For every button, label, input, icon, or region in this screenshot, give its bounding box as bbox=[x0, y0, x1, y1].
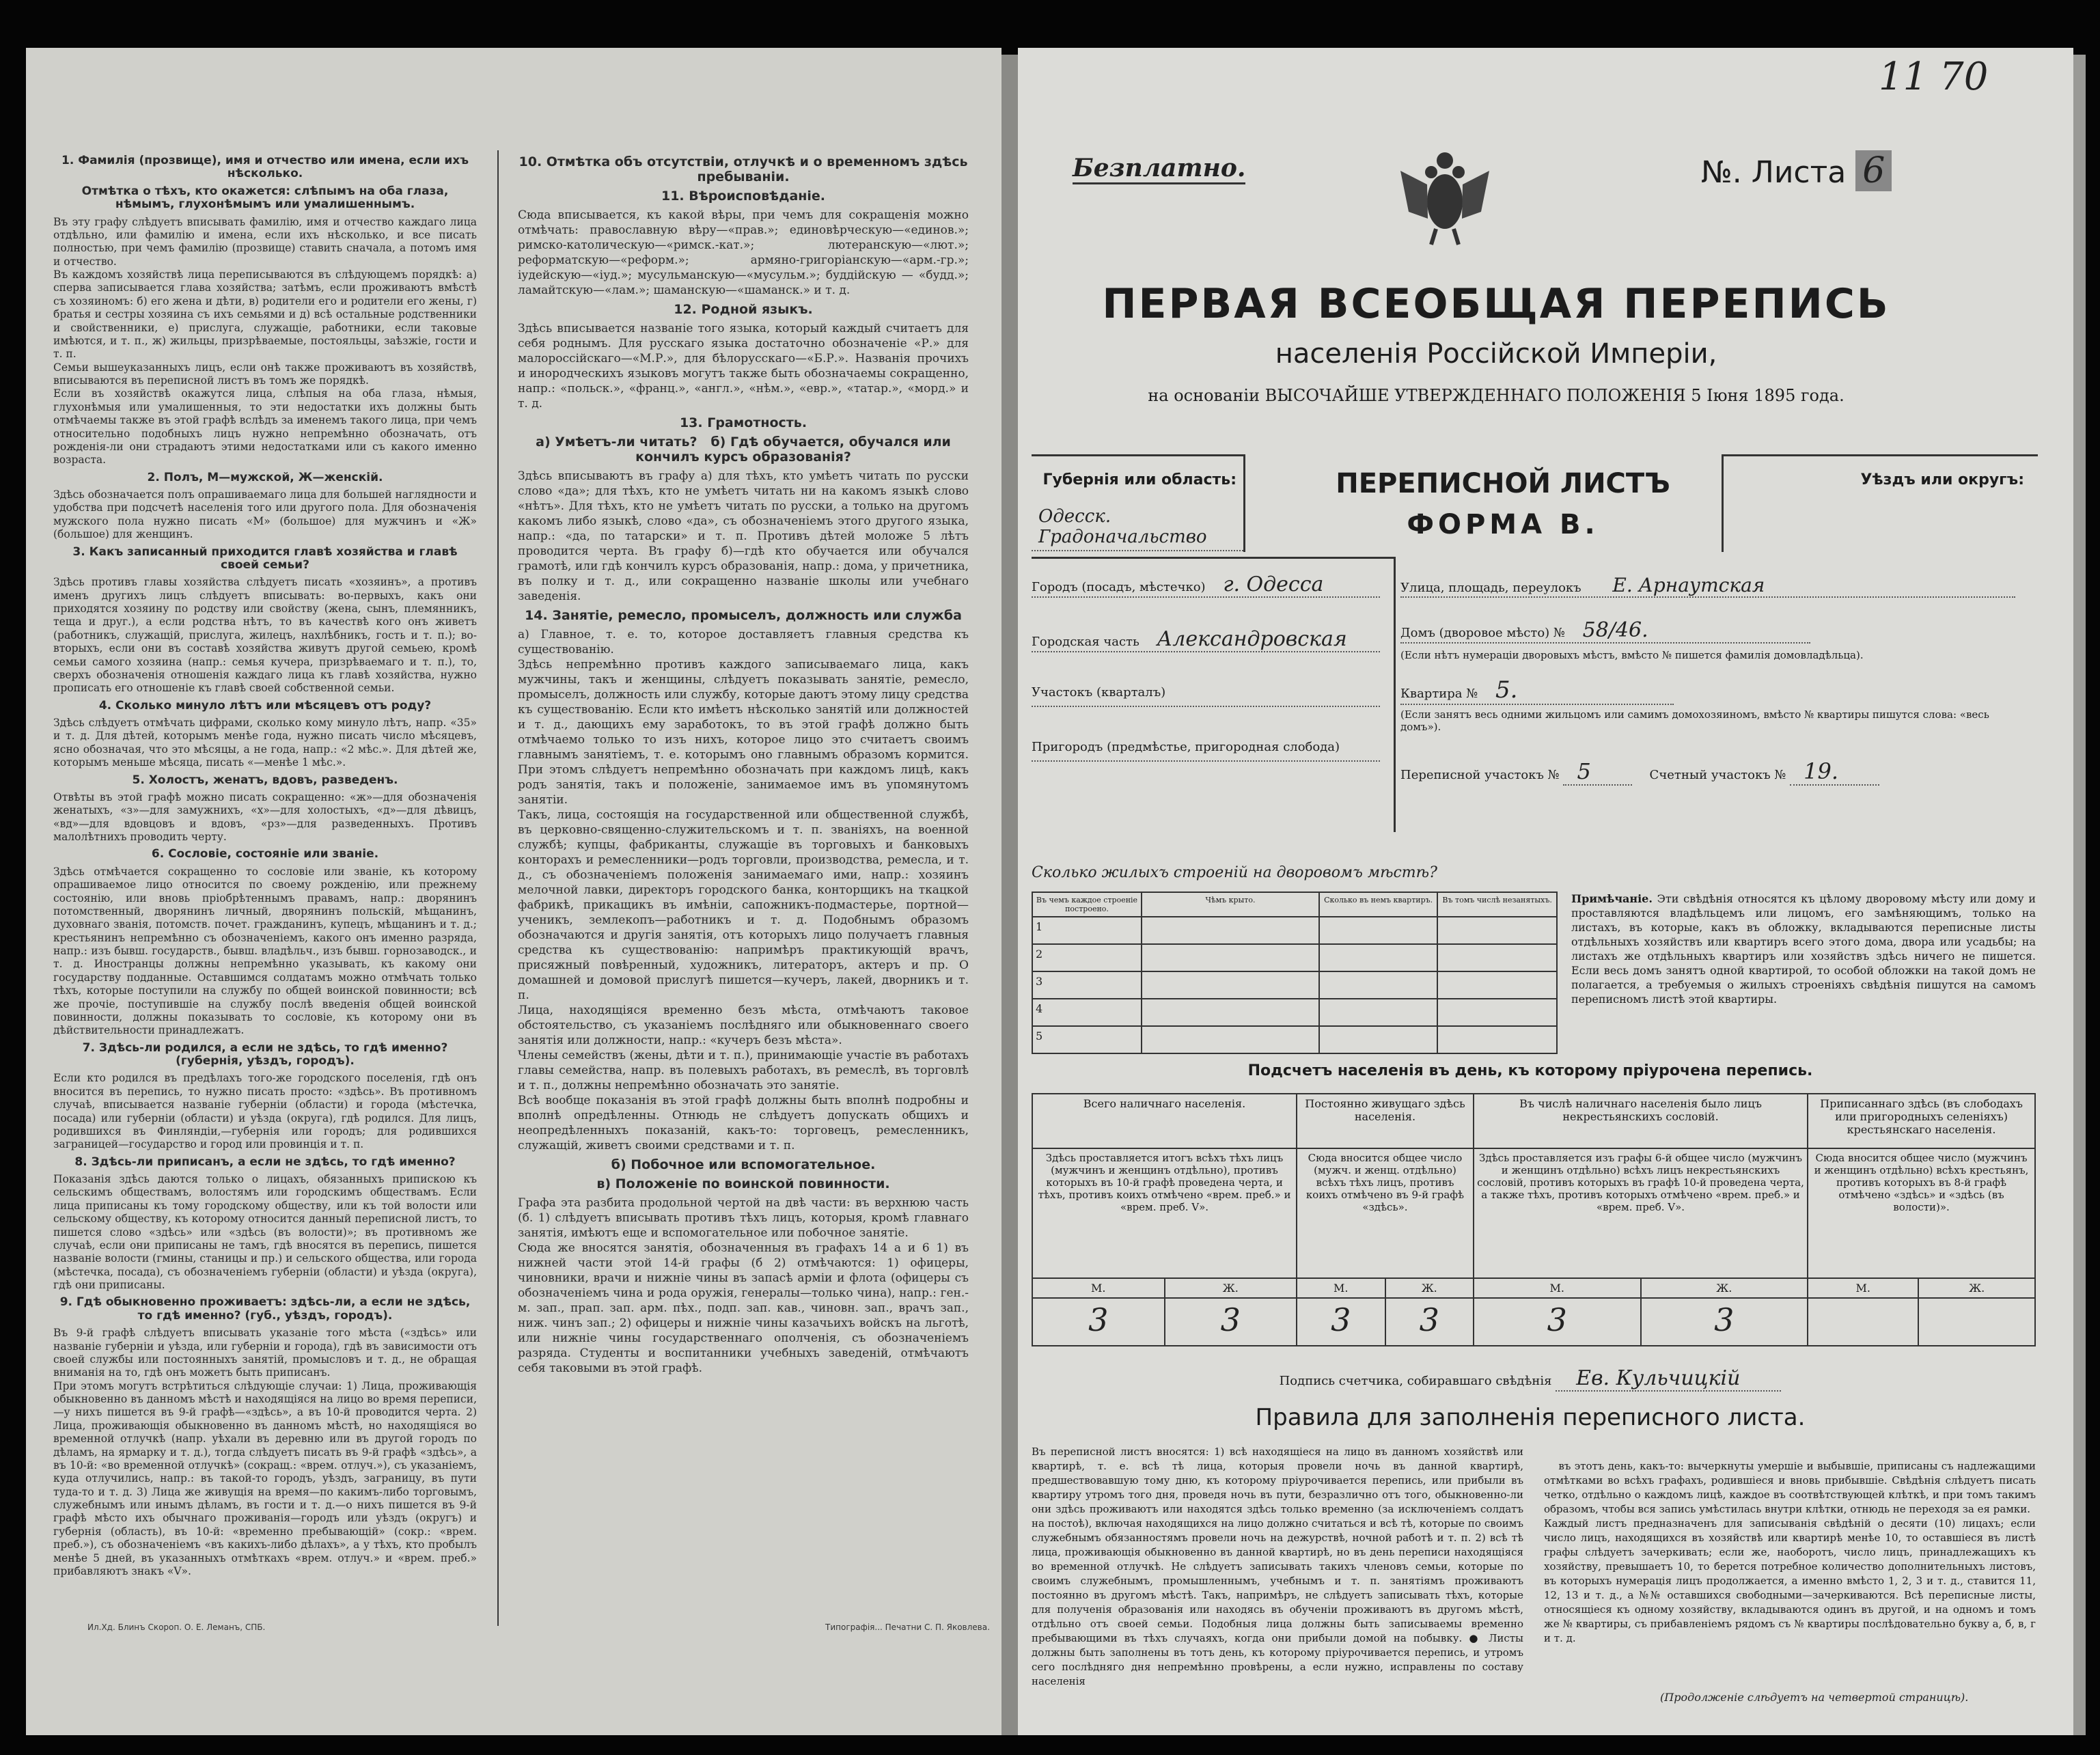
count-value: 3 bbox=[1032, 1298, 1165, 1346]
count-district-label: Счетный участокъ № bbox=[1649, 768, 1786, 782]
dwellings-row-number: 2 bbox=[1032, 944, 1142, 971]
instruction-paragraph: Если кто родился въ предѣлахъ того-же городского поселенія, гдѣ онъ вносится въ перепись, то нужно писать просто: «здѣсь». Въ противномъ случаѣ, вписывается названіе губерніи (области) и города (мѣстечка, посада) или губерніи (области) и уѣзда (округа), гдѣ родился. Для лицъ, родившихся въ Финляндіи,—губернія или городъ; для родившихся заграницей—государство и город или провинція и т. п. bbox=[53, 1072, 480, 1151]
sex-label: М. bbox=[1297, 1278, 1385, 1298]
instruction-heading: 9. Гдѣ обыкновенно проживаетъ: здѣсь-ли, а если не здѣсь, то гдѣ именно? (губ., уѣздъ, городъ). bbox=[59, 1295, 475, 1323]
count-desc-row bbox=[1032, 1148, 2035, 1278]
sheet-number-label: №. Листа bbox=[1701, 155, 1847, 190]
sex-label: М. bbox=[1474, 1278, 1641, 1298]
rules-title: Правила для заполненія переписного листа. bbox=[1255, 1404, 1806, 1431]
instruction-heading: 11. Вѣроисповѣданіе. bbox=[661, 189, 826, 204]
house-note: (Если нѣтъ нумераціи дворовыхъ мѣстъ, вмѣсто № пишется фамилія домовладѣльца). bbox=[1400, 649, 1864, 661]
apartment-label: Квартира № bbox=[1400, 687, 1478, 701]
dwellings-row-number: 5 bbox=[1032, 1026, 1142, 1053]
rules-right-body: въ этотъ день, какъ-то: вычеркнуты умершіе и выбывшіе, приписаны съ надлежащими отмѣтками во всѣхъ графахъ, родившіеся и вновь прибывшіе. Свѣдѣнія слѣдуетъ писать четко, отдѣльно о каждомъ лицѣ, каждое въ соотвѣтствующей клѣткѣ, и при томъ такимъ образомъ, чтобы вся запись умѣстилась внутри клѣтки, отнюдь не переходя за ея рамки. Каждый листъ предназначенъ для записыванія свѣдѣній о десяти (10) лицахъ; если число лицъ, находящихся въ хозяйствѣ или квартирѣ менѣе 10, то оставшіеся въ листѣ графы слѣдуетъ зачеркивать; если же, наоборотъ, число лицъ, принадлежащихъ къ хозяйству, превышаетъ 10, то берется потребное количество дополнительныхъ листовъ, въ которыхъ нумерація лицъ продолжается, а именно вмѣсто 1, 2, 3 и т. д., ставится 11, 12, 13 и т. д., а №№ оставшихся свободными—зачеркиваются. Всѣ переписные листы, относящіеся къ одному хозяйству, вкладываются одинъ въ другой, и на одномъ и томъ же № квартиры, съ прибавленіемъ рядомъ съ № квартиры послѣдовательно букву а, б, в, г и т. д. bbox=[1544, 1460, 2036, 1644]
street-value: Е. Арнаутская bbox=[1612, 574, 1765, 596]
form-subtitle: ФОРМА В. bbox=[1407, 509, 1599, 540]
street-field bbox=[1400, 574, 2015, 598]
dwellings-header-row bbox=[1032, 892, 1557, 917]
population-count-title: Подсчетъ населенія въ день, къ которому пріурочена перепись. bbox=[1247, 1062, 1813, 1079]
count-value: 3 bbox=[1165, 1298, 1297, 1346]
sex-label: Ж. bbox=[1165, 1278, 1297, 1298]
count-value: 3 bbox=[1474, 1298, 1641, 1346]
city-part-field bbox=[1032, 627, 1380, 652]
instruction-heading: 3. Какъ записанный приходится главѣ хозяйства и главѣ своей семьи? bbox=[72, 544, 462, 572]
census-subtitle: населенія Россійской Имперіи, bbox=[1275, 338, 1717, 370]
address-right bbox=[1400, 557, 2036, 844]
count-col-header: Въ числѣ наличнаго населенія было лицъ некрестьянскихъ сословій. bbox=[1474, 1094, 1808, 1148]
instruction-paragraph: Въ 9-й графѣ слѣдуетъ вписывать указаніе того мѣста («здѣсь» или названіе губерніи и уѣзда, или губерніи и города), гдѣ въ зависимости отъ своей службы или постоянныхъ занятій, промысловъ и т. д., не обращая вниманія на то, гдѣ онъ можетъ быть приписанъ. При этомъ могутъ встрѣтиться слѣдующіе случаи: 1) Лица, проживающія обыкновенно въ данномъ мѣстѣ и находящіяся на лицо во время переписи,—у нихъ пишется въ 9-й графѣ—«здѣсь», а въ 10-й проводится черта. 2) Лица, проживающія обыкновенно въ данномъ мѣстѣ, но находящіяся во временной отлучкѣ (напр. уѣхали въ деревню или въ другой городъ по дѣламъ, на ярмарку и т. д.), тогда слѣдуетъ писать въ 9-й графѣ «здѣсь», а въ 10-й: «во временной отлучкѣ» (сокращ.: «врем. отлуч.»), съ указаніемъ, куда отлучились, напр.: въ такой-то городъ, уѣздъ, заграницу, въ пути туда-то и т. д. 3) Лица же живущія на время—по какимъ-либо торговымъ, служебнымъ или инымъ дѣламъ, въ гости и т. д.—о нихъ пишется въ 9-й графѣ мѣсто ихъ обычнаго проживанія—городъ или уѣздъ (округъ) и губернія (область), въ 10-й: «временно пребывающій» (сокр.: «врем. преб.»), съ обозначеніемъ «въ какихъ-либо дѣлахъ», а у тѣхъ, кто пробылъ менѣе 5 дней, въ указанныхъ отмѣткахъ «врем. отлуч.» и «врем. преб.» прибавляютъ знакъ «V». bbox=[53, 1327, 477, 1577]
apartment-field bbox=[1400, 676, 1674, 705]
city-part-value: Александровская bbox=[1157, 627, 1347, 651]
count-sex-row bbox=[1032, 1278, 2035, 1298]
column-divider bbox=[497, 150, 499, 1626]
dwellings-col-header: Сколько въ немъ квартиръ. bbox=[1319, 892, 1437, 917]
section-field bbox=[1032, 685, 1380, 707]
dwellings-row bbox=[1032, 999, 1557, 1026]
instruction-heading: 14. Занятіе, ремесло, промыселъ, должность или служба bbox=[525, 608, 962, 623]
gubernia-value: Одесск. Градоначальство bbox=[1032, 488, 1243, 551]
instruction-heading: 10. Отмѣтка объ отсутствіи, отлучкѣ и о временномъ здѣсь пребываніи. bbox=[519, 154, 973, 184]
count-values-row bbox=[1032, 1298, 2035, 1346]
suburb-field bbox=[1032, 740, 1380, 762]
rules-text-right bbox=[1544, 1445, 2036, 1660]
dwellings-row-number: 4 bbox=[1032, 999, 1142, 1026]
count-value: 3 bbox=[1297, 1298, 1385, 1346]
instruction-heading: Отмѣтка о тѣхъ, кто окажется: слѣпымъ на оба глаза, нѣмымъ, глухонѣмымъ или умалишеннымъ. bbox=[81, 184, 453, 212]
rules-continued: (Продолженіе слѣдуетъ на четвертой страницѣ). bbox=[1660, 1691, 1969, 1704]
instruction-paragraph: Здѣсь слѣдуетъ отмѣчать цифрами, сколько кому минуло лѣтъ, напр. «35» и т. д. Для дѣтей, которымъ менѣе года, нужно писать число мѣсяцевъ, ясно обозначая, что это мѣсяцы, а не года, напр.: «2 мѣс.». Для дѣтей же, которымъ меньше мѣсяца, писать «—менѣе 1 мѣс.». bbox=[53, 717, 480, 769]
form-title: ПЕРЕПИСНОЙ ЛИСТЪ bbox=[1336, 468, 1670, 499]
count-district-value: 19. bbox=[1790, 758, 1879, 786]
dwellings-note bbox=[1571, 892, 2036, 1006]
archive-mark: 11 70 bbox=[1879, 55, 1989, 99]
sex-label: Ж. bbox=[1918, 1278, 2035, 1298]
instruction-heading: в) Положеніе по воинской повинности. bbox=[596, 1176, 890, 1191]
dwellings-col-header: Въ чемъ каждое строеніе построено. bbox=[1032, 892, 1142, 917]
house-field bbox=[1400, 618, 1810, 644]
right-page bbox=[1018, 48, 2073, 1735]
instruction-heading: а) Умѣетъ-ли читать? б) Гдѣ обучается, обучался или кончилъ курсъ образованія? bbox=[536, 434, 956, 465]
instruction-paragraph: Здѣсь отмѣчается сокращенно то сословіе или званіе, къ которому опрашиваемое лицо относится по своему рожденію, или прежнему состоянію, или вновь пріобрѣтеннымъ правамъ, напр.: дворянинъ потомственный, дворянинъ личный, дворянинъ польскій, мѣщанинъ, духовнаго званія, потомств. почет. гражданинъ, купецъ, мѣщанинъ и т. д.; крестьянинъ непремѣнно съ обозначеніемъ, какого онъ именно разряда, напр.: изъ бывш. государств., бывш. владѣльч., изъ бывш. горнозаводск., и т. д. Иностранцы должны непремѣнно указывать, къ какому они государству подданные. Оставшимся солдатамъ можно отмѣчать только тѣхъ, которые поступили на службу по общей воинской повинности; всѣ же прочіе, поступившіе на службу послѣ введенія общей воинской повинности, должны показывать то сословіе, къ которому они въ дѣйствительности принадлежатъ. bbox=[53, 865, 480, 1037]
sheet-number bbox=[1701, 150, 1892, 191]
double-eagle-emblem bbox=[1400, 143, 1489, 246]
city-value: г. Одесса bbox=[1223, 572, 1324, 596]
apartment-note: (Если занятъ весь одними жильцомъ или самимъ домохозяиномъ, вмѣсто № квартиры пишутся слова: «весь домъ»). bbox=[1400, 708, 1989, 733]
house-label: Домъ (дворовое мѣсто) № bbox=[1400, 626, 1565, 640]
signature-row bbox=[1018, 1366, 2043, 1390]
instruction-heading: 8. Здѣсь-ли приписанъ, а если не здѣсь, то гдѣ именно? bbox=[74, 1155, 456, 1169]
left-page bbox=[26, 48, 1001, 1735]
sex-label: Ж. bbox=[1641, 1278, 1808, 1298]
count-col-header: Приписаннаго здѣсь (въ слободахъ или пригородныхъ селеніяхъ) крестьянскаго населенія. bbox=[1808, 1094, 2035, 1148]
instruction-heading: 13. Грамотность. bbox=[679, 415, 807, 430]
dwellings-row bbox=[1032, 971, 1557, 999]
instruction-paragraph: Отвѣты въ этой графѣ можно писать сокращенно: «ж»—для обозначенія женатыхъ, «з»—для замужнихъ, «х»—для холостыхъ, «д»—для дѣвицъ, «вд»—для вдовцовъ и вдовъ, «рз»—для разведенныхъ. Противъ малолѣтнихъ проводить черту. bbox=[53, 790, 480, 843]
instruction-paragraph: Показанія здѣсь даются только о лицахъ, обязанныхъ припискою къ сельскимъ обществамъ, волостямъ или городскимъ обществамъ. Если лица приписаны къ тому городскому обществу, или къ той волости или сельскому обществу, къ которому относится данный переписной листъ, то пишется слово «здѣсь» или «здѣсь (въ волости)»; въ противномъ же случаѣ, если они приписаны не тамъ, гдѣ вносятся въ перепись, пишется названіе волости (гмины, станицы и пр.) и сельского общества, или города (мѣстечка, посада), съ обозначеніемъ губерніи (области) и уѣзда (округа), гдѣ они приписаны. bbox=[53, 1173, 480, 1291]
rules-text-left: Въ переписной листъ вносятся: 1) всѣ находящіеся на лицо въ данномъ хозяйствѣ или квартирѣ, т. е. всѣ тѣ лица, которыя провели ночь въ данной квартирѣ, предшествовавшую тому дню, къ которому пріурочивается перепись, или прибыли въ квартиру утромъ того дня, проведя ночь въ пути, безразлично отъ того, обыкновенно-ли они здѣсь проживаютъ или находятся здѣсь только временно (за исключеніемъ солдатъ на постоѣ), включая находящихся на лицо должно считаться и всѣ тѣ, которые по своимъ служебнымъ обязанностямъ провели ночь на дежурствѣ, ночной работѣ и т. п. 2) всѣ тѣ лица, проживающія обыкновенно въ данной квартирѣ, но въ день переписи находящіяся во временной отлучкѣ. Не слѣдуетъ записывать такихъ членовъ семьи, которые по своимъ служебнымъ, промышленнымъ, учебнымъ и т. п. занятіямъ проживаютъ постоянно въ другомъ мѣстѣ. Такъ, напримѣръ, не слѣдуетъ записывать тѣхъ, которые для полученія образованія или находясь въ обученіи проживаютъ въ другомъ мѣстѣ, отдѣльно отъ своей семьи. Подобныя лица должны быть записываемы временно пребывающими въ тѣхъ случаяхъ, когда они прибыли домой на побывку. ● Листы должны быть заполнены въ тотъ день, къ которому пріурочивается перепись, и утромъ сего послѣдняго дня непремѣнно провѣрены, а если нужно, исправлены по составу населенія bbox=[1032, 1446, 1523, 1687]
street-label: Улица, площадь, переулокъ bbox=[1400, 581, 1581, 595]
gubernia-box bbox=[1032, 454, 1245, 552]
city-field bbox=[1032, 572, 1380, 598]
gubernia-label: Губернія или область: bbox=[1042, 471, 1236, 488]
dwellings-row bbox=[1032, 944, 1557, 971]
instruction-heading: 6. Сословіе, состояніе или званіе. bbox=[151, 847, 379, 861]
dwellings-col-header: Въ томъ числѣ незанятыхъ. bbox=[1437, 892, 1557, 917]
population-count-table bbox=[1032, 1093, 2036, 1346]
instruction-paragraph: Здѣсь вписываютъ въ графу а) для тѣхъ, кто умѣетъ читать по русски слово «да»; для тѣхъ, кто не умѣетъ читать ни на какомъ языкѣ слово «нѣтъ». Для тѣхъ, кто не умѣетъ читать по русски, а только на другомъ какомъ либо языкѣ, слово «да», съ обозначеніемъ этого другого языка, напр.: «да, по татарски» и т. п. Противъ дѣтей моложе 5 лѣтъ проводится черта. Въ графу б)—гдѣ кто обучается или обучался грамотѣ, или гдѣ кончилъ курсъ образованія, напр.: дома, у причетника, въ полку и т. д., или сокращенно названіе школы или учебнаго заведенія. bbox=[518, 469, 973, 603]
dwellings-row-number: 3 bbox=[1032, 971, 1142, 999]
suburb-label: Пригородъ (предмѣстье, пригородная слобода) bbox=[1032, 740, 1340, 754]
instructions-column-1 bbox=[53, 150, 480, 1581]
census-title: ПЕРВАЯ ВСЕОБЩАЯ ПЕРЕПИСЬ bbox=[1102, 280, 1890, 328]
instruction-heading: 2. Полъ, М—мужской, Ж—женскій. bbox=[147, 470, 383, 484]
instruction-paragraph: Въ эту графу слѣдуетъ вписывать фамилію, имя и отчество каждаго лица отдѣльно, или фамилію и имена, если ихъ нѣсколько, и все писать полностью, при чемъ фамилію (прозвище) ставить сначала, а потомъ имя и отчество. Въ каждомъ хозяйствѣ лица переписываются въ слѣдующемъ порядкѣ: а) сперва записывается глава хозяйства; затѣмъ, если проживаютъ вмѣстѣ съ хозяиномъ: б) его жена и дѣти, в) родители его и родители его жены, г) братья и сестры хозяина съ ихъ семьями и д) всѣ остальные родственники и свойственники, е) прислуга, служащіе, работники, если таковые имѣются, и т. п., ж) жильцы, призрѣваемые, постояльцы, заѣзжіе, гости и т. п. Семьи вышеуказанныхъ лицъ, если онѣ также проживаютъ въ хозяйствѣ, вписываются въ переписной листъ въ томъ же порядкѣ. Если въ хозяйствѣ окажутся лица, слѣпыя на оба глаза, нѣмыя, глухонѣмыя или умалишенныя, то эти недостатки ихъ должны быть отмѣчаемы также въ этой графѣ вслѣдъ за именемъ такого лица, при чемъ относительно подобныхъ лицъ нужно непремѣнно обозначать, отъ рожденія-ли они страдаютъ этими недостатками или съ какого именно возраста. bbox=[53, 215, 477, 467]
instruction-paragraph: Графа эта разбита продольной чертой на двѣ части: въ верхнюю часть (б. 1) слѣдуетъ вписывать противъ тѣхъ лицъ, которыя, кромѣ главнаго занятія, имѣютъ еще и вспомогательное или побочное занятіе. Сюда же вносятся занятія, обозначенныя въ графахъ 14 а и 6 1) въ нижней части этой 14-й графы (б 2) отмѣчаются: 1) офицеры, чиновники, врачи и нижніе чины въ запасѣ арміи и флота (офицеры съ обозначеніемъ чина и рода оружія, генералы—только чина), напр.: ген.-м. зап., прап. зап. арм. пѣх., подп. зап. кав., чиновн. зап., врачъ зап., ниж. чинъ зап.; 2) офицеры и нижніе чины казачьихъ войскъ на льготѣ, или нижніе чины государственнаго ополченія, съ обозначеніемъ разряда. Студенты и воспитанники учебныхъ заведеній, отмѣчаютъ себя таковыми въ этой графѣ. bbox=[518, 1196, 969, 1375]
count-value bbox=[1918, 1298, 2035, 1346]
instruction-heading: 1. Фамилія (прозвище), имя и отчество или имена, если ихъ нѣсколько. bbox=[61, 154, 473, 181]
sheet-number-value: 6 bbox=[1855, 150, 1892, 191]
instruction-paragraph: Здѣсь обозначается полъ опрашиваемаго лица для большей наглядности и удобства при подсчетѣ населенія того или другого пола. Для обозначенія мужского пола нужно писать «М» (большое) для мужчинъ и «Ж» (большое) для женщинъ. bbox=[53, 488, 480, 541]
signature-label: Подпись счетчика, собиравшаго свѣдѣнія bbox=[1279, 1374, 1552, 1388]
free-stamp: Безплатно. bbox=[1073, 154, 1245, 184]
house-value: 58/46. bbox=[1582, 618, 1648, 642]
census-district-label: Переписной участокъ № bbox=[1400, 768, 1560, 782]
page-edge bbox=[2073, 55, 2086, 1735]
count-value bbox=[1808, 1298, 1918, 1346]
instruction-paragraph: а) Главное, т. е. то, которое доставляетъ главныя средства къ существованію. Здѣсь непремѣнно противъ каждого записываемаго лица, какъ мужчины, такъ и женщины, слѣдуетъ показывать занятіе, ремесло, промыселъ, должность или службу, которые даютъ этому лицу средства къ существованію. Если кто имѣетъ нѣсколько занятій или должностей и т. д., дающихъ ему заработокъ, то въ этой графѣ должно быть отмѣчаемо только то изъ нихъ, которое лицо это считаетъ своимъ главнымъ занятіемъ, т. е. которымъ оно главнымъ образомъ кормится. При этомъ слѣдуетъ непремѣнно обозначать при каждомъ лицѣ, какъ родъ занятія, такъ и положеніе, занимаемое имъ въ упомянутомъ занятіи. Такъ, лица, состоящія на государственной или общественной службѣ, въ церковно-священно-служительскомъ и т. п. званіяхъ, на военной службѣ; купцы, фабриканты, служащіе въ торговыхъ и банковыхъ конторахъ и ремесленники—родъ торговли, производства, ремесла, и т. д., съ обозначеніемъ положенія занимаемаго ими, напр.: хозяинъ мелочной лавки, директоръ городского банка, конторщикъ на ткацкой фабрикѣ, прикащикъ въ имѣніи, сапожникъ-подмастерье, портной—ученикъ, землекопъ—работникъ и т. д. Подобнымъ образомъ обозначаются и другія занятія, отъ которыхъ лицо получаетъ главныя средства къ существованію: напримѣръ практикующій врачъ, присяжный повѣренный, художникъ, литераторъ, актеръ и пр. О домашней и домовой прислугѣ пишется—кучеръ, лакей, дворникъ и т. п. Лица, находящіяся временно безъ мѣста, отмѣчаютъ таковое обстоятельство, съ указаніемъ послѣдняго или обыкновеннаго своего занятія или должности, напр.: «кучеръ безъ мѣста». Члены семействъ (жены, дѣти и т. п.), принимающіе участіе въ работахъ главы семейства, напр. въ полевыхъ работахъ, въ ремеслѣ, въ торговлѣ и т. п., должны непремѣнно обозначать это занятіе. Всѣ вообще показанія въ этой графѣ должны быть вполнѣ подробны и вполнѣ опредѣленны. Отнюдь не слѣдуетъ допускать общихъ и неопредѣленныхъ показаній, какъ-то: торговецъ, ремесленникъ, служащій, живетъ своими средствами и т. п. bbox=[518, 628, 969, 1152]
dwellings-row-number: 1 bbox=[1032, 917, 1142, 944]
instruction-paragraph: Здѣсь противъ главы хозяйства слѣдуетъ писать «хозяинъ», а противъ именъ другихъ лицъ слѣдуетъ вписывать: во-первыхъ, какъ они приходятся хозяину по родству или свойству (жена, сынъ, племянникъ, теща и друг.), а если родства нѣтъ, то въ качествѣ кого онъ живетъ (работникъ, служащій, прислуга, жилецъ, нахлѣбникъ, гость и т. п.); во-вторыхъ, если они въ составѣ хозяйства живутъ другой семьею, кромѣ семьи самого хозяина (напр.: семья кучера, призрѣваемаго и т. п.), то, сверхъ обозначенія отношенія каждаго лица къ главѣ хозяйства, нужно прописать его отношеніе къ главѣ своей собственной семьи. bbox=[53, 576, 480, 695]
count-value: 3 bbox=[1385, 1298, 1474, 1346]
count-col-header: Всего наличнаго населенія. bbox=[1032, 1094, 1297, 1148]
count-desc: Сюда вносится общее число (мужч. и женщ. отдѣльно) всѣхъ тѣхъ лицъ, противъ коихъ отмѣчено въ 9-й графѣ «здѣсь». bbox=[1297, 1148, 1474, 1278]
sex-label: М. bbox=[1032, 1278, 1165, 1298]
instruction-heading: б) Побочное или вспомогательное. bbox=[611, 1157, 876, 1172]
instruction-paragraph: Здѣсь вписывается названіе того языка, который каждый считаетъ для себя роднымъ. Для русскаго языка достаточно обозначеніе «Р.» для малороссійскаго—«М.Р.», для бѣлорусскаго—«Б.Р.». Названія прочихъ и инородческихъ языковъ могутъ также быть обозначаемы сокращенно, напр.: «польск.», «франц.», «англ.», «нѣм.», «евр.», «татар.», «морд.» и т. д. bbox=[518, 322, 973, 411]
count-header-row bbox=[1032, 1094, 2035, 1148]
instructions-column-2 bbox=[518, 150, 973, 1379]
sex-label: М. bbox=[1808, 1278, 1918, 1298]
printer-imprint-left: Ил.Хд. Блинъ Скороп. О. Е. Леманъ, СПБ. bbox=[87, 1622, 266, 1632]
count-desc: Здѣсь проставляется итогъ всѣхъ тѣхъ лицъ (мужчинъ и женщинъ отдѣльно), противъ которыхъ въ 10-й графѣ проведена черта, и тѣхъ, противъ коихъ отмѣчено «врем. преб.» и «врем. преб. V». bbox=[1032, 1148, 1297, 1278]
uezd-label: Уѣздъ или округъ: bbox=[1860, 471, 2024, 488]
signature-value: Ев. Кульчицкій bbox=[1556, 1366, 1781, 1392]
dwellings-question: Сколько жилыхъ строеній на дворовомъ мѣстѣ? bbox=[1032, 864, 1437, 881]
instruction-heading: 12. Родной языкъ. bbox=[674, 302, 813, 317]
sex-label: Ж. bbox=[1385, 1278, 1474, 1298]
dwellings-row bbox=[1032, 1026, 1557, 1053]
header-box bbox=[1032, 454, 2036, 557]
note-title: Примѣчаніе. bbox=[1571, 892, 1653, 905]
instruction-paragraph: Сюда вписывается, къ какой вѣры, при чемъ для сокращенія можно отмѣчать: православную вѣру—«прав.»; единовѣрческую—«единов.»; римско-католическую—«римск.-кат.»; лютеранскую—«лют.»; реформатскую—«реформ.»; армяно-григоріанскую—«арм.-гр.»; іудейскую—«іуд.»; мусульманскую—«мусульм.»; буддійскую — «будд.»; ламайтскую—«лам.»; шаманскую—«шаманск.» и т. д. bbox=[518, 208, 973, 297]
dwellings-row bbox=[1032, 917, 1557, 944]
page-edge bbox=[1001, 55, 1018, 1735]
city-label: Городъ (посадъ, мѣстечко) bbox=[1032, 580, 1206, 594]
count-desc: Здѣсь проставляется изъ графы 6-й общее число (мужчинъ и женщинъ отдѣльно) всѣхъ лицъ некрестьянскихъ сословій, противъ которыхъ въ графѣ 10-й проведена черта, а также тѣхъ, противъ которыхъ отмѣчено «врем. преб.» и «врем. преб. V». bbox=[1474, 1148, 1808, 1278]
count-col-header: Постоянно живущаго здѣсь населенія. bbox=[1297, 1094, 1474, 1148]
section-label: Участокъ (кварталъ) bbox=[1032, 685, 1166, 700]
count-desc: Сюда вносится общее число (мужчинъ и женщинъ отдѣльно) всѣхъ крестьянъ, противъ которыхъ въ 8-й графѣ отмѣчено «здѣсь» и «здѣсь (въ волости)». bbox=[1808, 1148, 2035, 1278]
note-text: Эти свѣдѣнія относятся къ цѣлому дворовому мѣсту или дому и проставляются владѣльцемъ или лицомъ, его замѣняющимъ, только на листахъ, въ которые, какъ въ обложку, вкладываются переписные листы отдѣльныхъ хозяйствъ или квартиръ всего этого дома, двора или усадьбы; на листахъ же отдѣльныхъ квартиръ или хозяйствъ здѣсь ничего не пишется. Если весь домъ занятъ одной квартирой, то особой обложки на такой домъ не полагается, а требуемыя о жилыхъ строеніяхъ свѣдѣнія пишутся на самомъ переписномъ листѣ этой квартиры. bbox=[1571, 892, 2036, 1006]
instruction-heading: 7. Здѣсь-ли родился, а если не здѣсь, то гдѣ именно? (губернія, уѣздъ, городъ). bbox=[82, 1040, 452, 1068]
dwellings-table bbox=[1032, 892, 1558, 1054]
census-district-value: 5 bbox=[1563, 758, 1631, 786]
city-part-label: Городская часть bbox=[1032, 635, 1139, 649]
printer-imprint-right: Типографія... Печатни С. П. Яковлева. bbox=[825, 1622, 990, 1632]
instruction-heading: 4. Сколько минуло лѣтъ или мѣсяцевъ отъ роду? bbox=[98, 698, 432, 713]
apartment-value: 5. bbox=[1495, 676, 1518, 704]
count-value: 3 bbox=[1641, 1298, 1808, 1346]
census-basis: на основаніи ВЫСОЧАЙШЕ УТВЕРЖДЕННАГО ПОЛОЖЕНІЯ 5 Іюня 1895 года. bbox=[1148, 386, 1845, 405]
uezd-box bbox=[1722, 454, 2038, 552]
dwellings-col-header: Чѣмъ крыто. bbox=[1142, 892, 1319, 917]
address-left bbox=[1032, 557, 1396, 832]
district-row bbox=[1400, 758, 2015, 784]
instruction-heading: 5. Холостъ, женатъ, вдовъ, разведенъ. bbox=[132, 773, 398, 787]
